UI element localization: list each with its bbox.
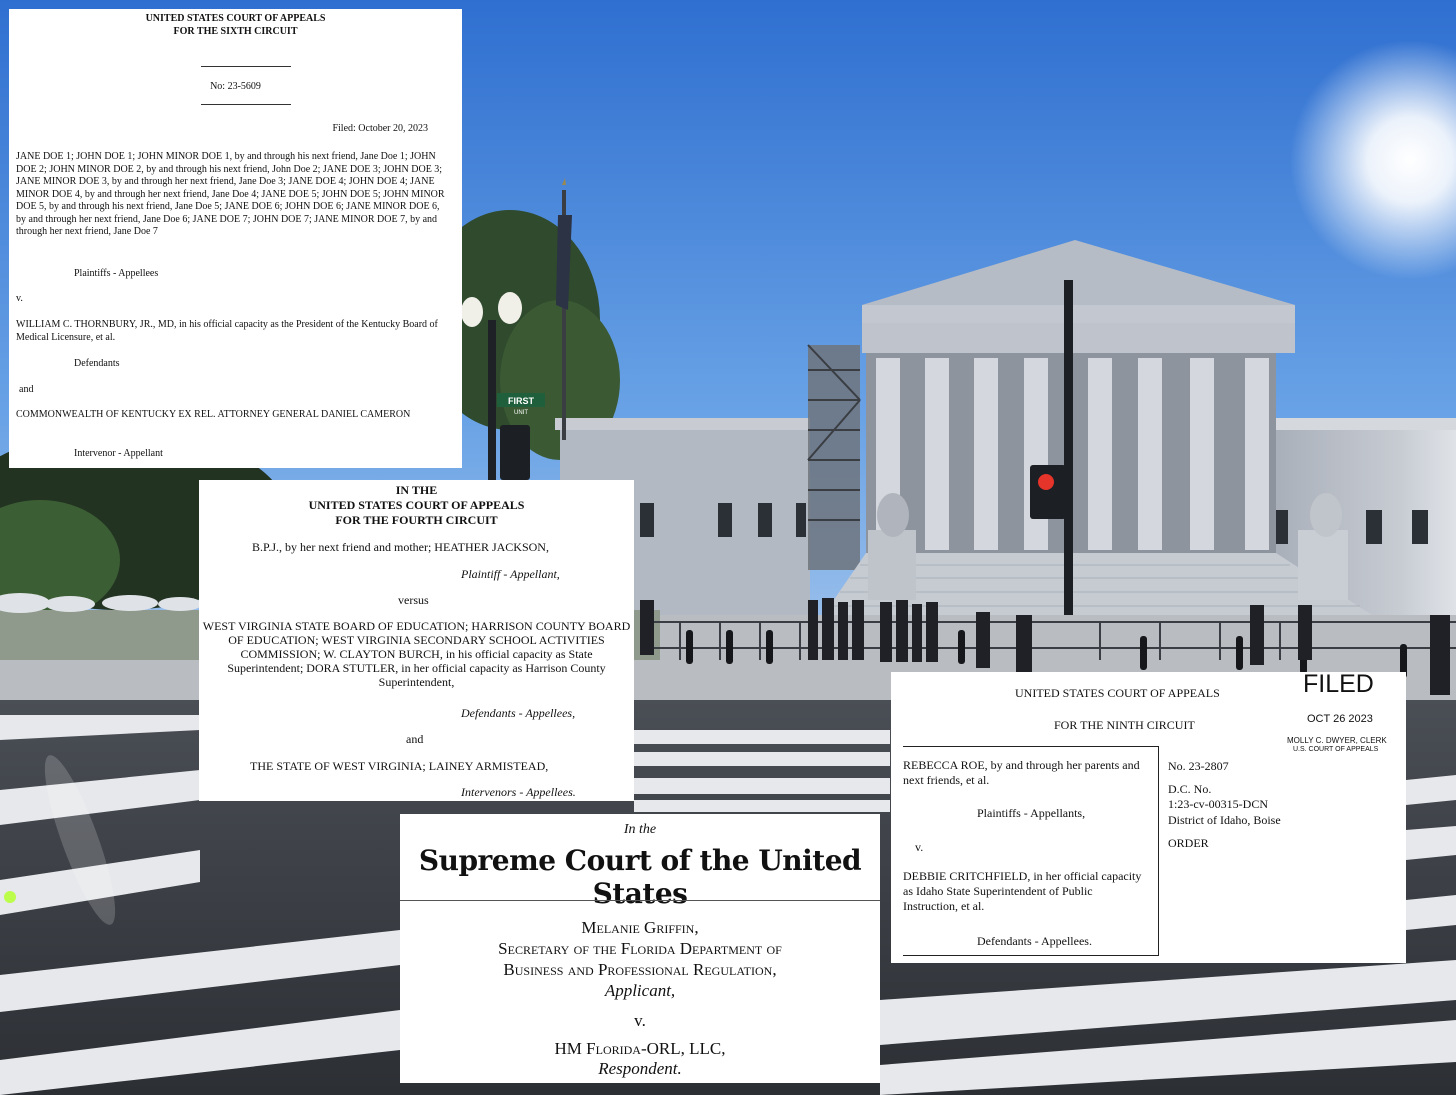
intervenors-role: Intervenors - Appellees. bbox=[461, 785, 576, 799]
versus: versus bbox=[398, 593, 429, 607]
respondent-name: HM Florida-ORL, LLC, bbox=[554, 1039, 726, 1058]
in-the: IN THE bbox=[395, 483, 438, 497]
sixth-circuit-document bbox=[9, 9, 462, 468]
plaintiff-name: REBECCA ROE, by and through her parents and next friends, et al. bbox=[903, 758, 1140, 787]
case-number: No. 23-2807 bbox=[1168, 759, 1229, 773]
dc-number: 1:23-cv-00315-DCN bbox=[1168, 797, 1268, 811]
order-label: ORDER bbox=[1168, 836, 1209, 850]
defendant-role: Defendants - Appellees. bbox=[977, 934, 1092, 948]
court-name-line1: UNITED STATES COURT OF APPEALS bbox=[145, 13, 326, 24]
court-name-line2: FOR THE SIXTH CIRCUIT bbox=[173, 26, 298, 37]
applicant-title-line2: Business and Professional Regulation, bbox=[503, 960, 777, 979]
plaintiffs-role: Plaintiffs - Appellees bbox=[74, 268, 159, 279]
intervenor-role: Intervenor - Appellant bbox=[74, 448, 163, 459]
intervenors-names: THE STATE OF WEST VIRGINIA; LAINEY ARMISTEAD, bbox=[250, 759, 549, 773]
street-sign-sub: UNIT bbox=[514, 410, 528, 416]
court-name-line2: FOR THE FOURTH CIRCUIT bbox=[335, 513, 498, 527]
and: and bbox=[406, 732, 424, 746]
applicant-name: Melanie Griffin, bbox=[581, 918, 699, 937]
case-number: No: 23-5609 bbox=[210, 81, 261, 92]
defendant-name: DEBBIE CRITCHFIELD, in her official capacity as Idaho State Superintendent of Public Instruction, et al. bbox=[903, 869, 1142, 913]
plaintiff-name: B.P.J., by her next friend and mother; HEATHER JACKSON, bbox=[252, 540, 549, 554]
respondent-role: Respondent. bbox=[598, 1059, 682, 1078]
court-name-line2: FOR THE NINTH CIRCUIT bbox=[1054, 718, 1195, 732]
dc-label: D.C. No. bbox=[1168, 782, 1212, 796]
filed-stamp-clerk: MOLLY C. DWYER, CLERK bbox=[1287, 736, 1387, 745]
in-the: In the bbox=[623, 822, 657, 837]
court-name-line1: UNITED STATES COURT OF APPEALS bbox=[308, 498, 525, 512]
filed-stamp: FILED bbox=[1303, 670, 1374, 698]
applicant-role: Applicant, bbox=[604, 981, 676, 1000]
and: and bbox=[19, 384, 34, 395]
plaintiffs-names: JANE DOE 1; JOHN DOE 1; JOHN MINOR DOE 1, by and through his next friend, Jane Doe 1; JOHN DOE 2; JOHN MINOR DOE 2, by and through his next friend, John Doe 2; JANE DOE 3; JOHN DOE 3; JANE MINOR DOE 3, by and through her next friend, Jane Doe 3; JANE DOE 4; JOHN DOE 4; JANE MINOR DOE 4, by and through her next friend, Jane Doe 4; JANE DOE 5; JOHN DOE 5; JOHN MINOR DOE 5, by and through his next friend, Jane Doe 5; JANE DOE 6; JOHN DOE 6; JANE MINOR DOE 6, by and through her next friend, Jane Doe 6; JANE DOE 7; JOHN DOE 7; JANE MINOR DOE 7, by and through her next friend, Jane Doe 7 bbox=[16, 151, 445, 237]
ninth-circuit-document bbox=[891, 672, 1406, 963]
defendant-name: WILLIAM C. THORNBURY, JR., MD, in his official capacity as the President of the Kentucky Board of Medical Licensure, et al. bbox=[16, 319, 438, 343]
supreme-court-document bbox=[400, 814, 880, 1083]
divider bbox=[400, 900, 880, 901]
street-sign: FIRST bbox=[508, 396, 534, 406]
versus: v. bbox=[915, 840, 924, 854]
filed-stamp-date: OCT 26 2023 bbox=[1307, 713, 1373, 725]
filed-date: Filed: October 20, 2023 bbox=[332, 123, 428, 134]
plaintiff-role: Plaintiffs - Appellants, bbox=[977, 806, 1086, 820]
rule-bottom bbox=[201, 104, 291, 105]
district: District of Idaho, Boise bbox=[1168, 813, 1281, 827]
defendants-names: WEST VIRGINIA STATE BOARD OF EDUCATION; HARRISON COUNTY BOARD OF EDUCATION; WEST VIRGINIA SECONDARY SCHOOL ACTIVITIES COMMISSION; W. CLAYTON BURCH, in his official capacity as State Superintendent; DORA STUTLER, in her official capacity as Harrison County Superintendent, bbox=[202, 619, 631, 689]
defendants-role: Defendants bbox=[74, 358, 120, 369]
defendants-role: Defendants - Appellees, bbox=[461, 706, 576, 720]
fourth-circuit-document bbox=[199, 480, 634, 801]
filed-stamp-court: U.S. COURT OF APPEALS bbox=[1293, 746, 1379, 753]
versus: v. bbox=[16, 293, 23, 304]
applicant-title-line1: Secretary of the Florida Department of bbox=[498, 939, 782, 958]
plaintiff-role: Plaintiff - Appellant, bbox=[461, 567, 560, 581]
court-name-line1: UNITED STATES COURT OF APPEALS bbox=[1015, 686, 1220, 700]
rule-top bbox=[201, 66, 291, 67]
intervenor-name: COMMONWEALTH OF KENTUCKY EX REL. ATTORNEY GENERAL DANIEL CAMERON bbox=[16, 409, 411, 420]
court-name: Supreme Court of the United States bbox=[418, 844, 862, 910]
versus: v. bbox=[634, 1011, 646, 1030]
